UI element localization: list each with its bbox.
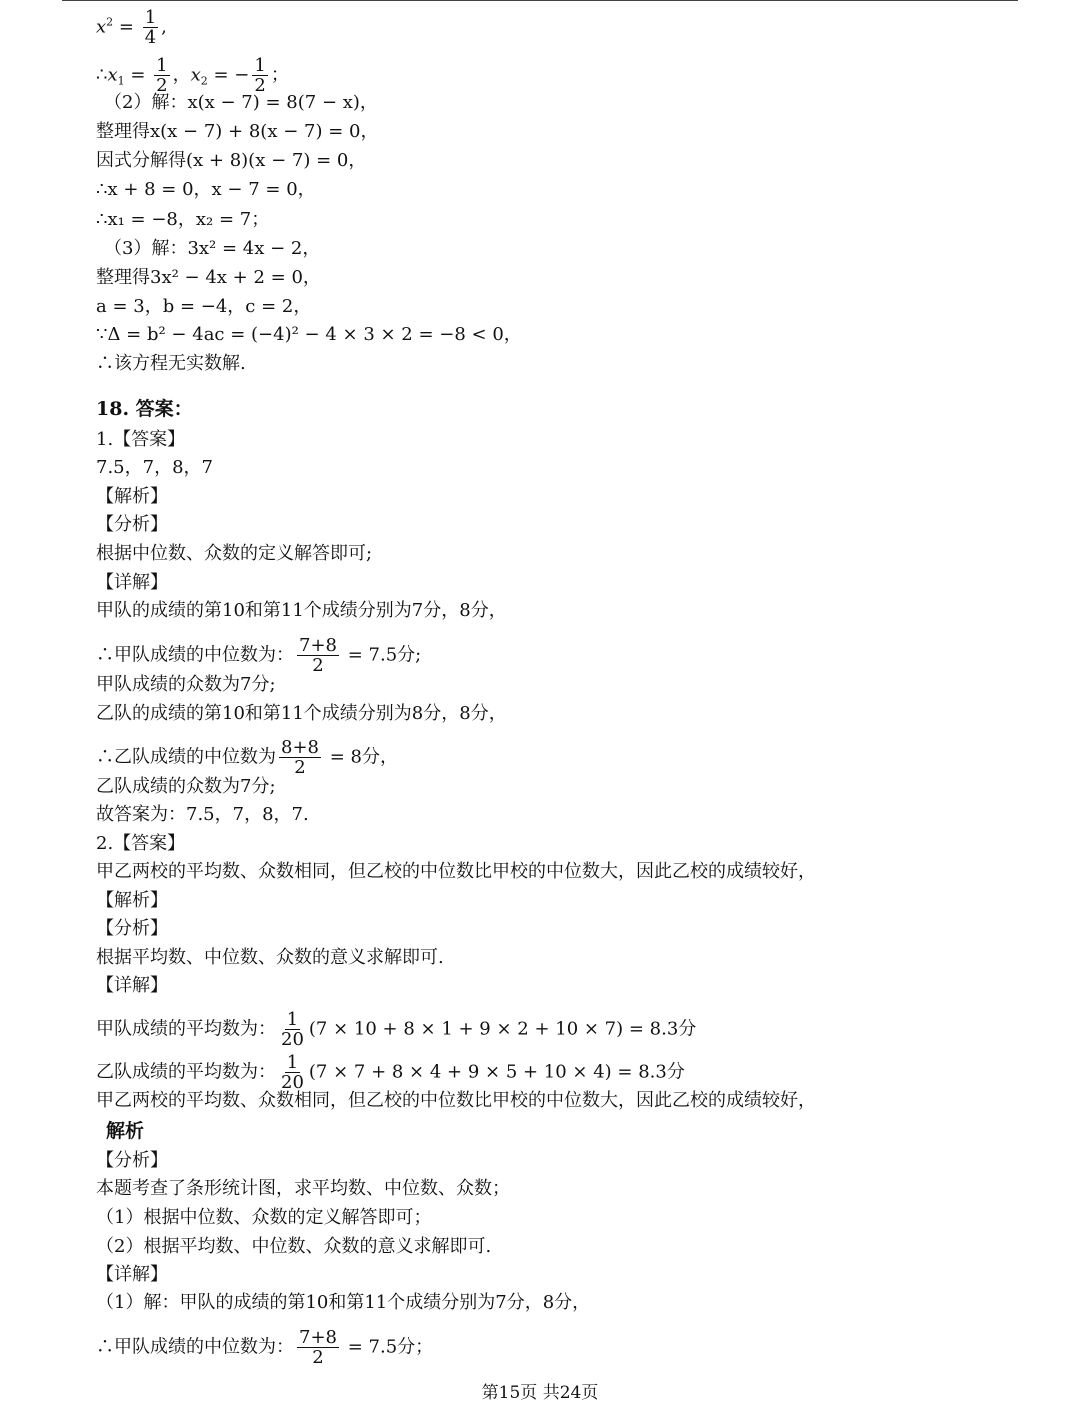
answer-label: 1.【答案】 <box>96 429 186 450</box>
top-rule <box>62 0 1018 1</box>
answer-label: 2.【答案】 <box>96 833 186 854</box>
answer-values: 7.5，7，8，7 <box>96 457 213 478</box>
section-label: 【解析】 <box>96 890 168 911</box>
answer-text: 甲乙两校的平均数、众数相同，但乙校的中位数比甲校的中位数大，因此乙校的成绩较好， <box>96 1090 816 1111</box>
median-line: ∴甲队成绩的中位数为： $\frac{7+8}{2}$ = 7.5分； <box>96 1327 434 1368</box>
mean-line: 乙队成绩的平均数为： $\frac{1}{20}$ (7 × 7 + 8 × 4 + 9 × 5 + 10 × 4) = 8.3分 <box>96 1052 685 1093</box>
equation-line: $\therefore x_1$ = $\frac{1}{2}$ ，$x_2$ = − $\frac{1}{2}$ ； <box>96 55 289 96</box>
section-label: 【分析】 <box>96 514 168 535</box>
section-label: 【详解】 <box>96 1264 168 1285</box>
answer-text: 甲乙两校的平均数、众数相同，但乙校的中位数比甲校的中位数大，因此乙校的成绩较好， <box>96 861 816 882</box>
equation-line: ∴x + 8 = 0，x − 7 = 0， <box>96 179 316 200</box>
body-text: 根据中位数、众数的定义解答即可; <box>96 543 373 564</box>
median-line: ∴乙队成绩的中位数为 $\frac{8+8}{2}$ = 8分， <box>96 737 398 778</box>
body-text: 甲队成绩的众数为7分; <box>96 674 276 695</box>
body-text: （1）解：甲队的成绩的第10和第11个成绩分别为7分，8分， <box>96 1292 591 1313</box>
section-label: 【分析】 <box>96 1150 168 1171</box>
mean-line: 甲队成绩的平均数为： $\frac{1}{20}$ (7 × 10 + 8 × 1 + 9 × 2 + 10 × 7) = 8.3分 <box>96 1009 697 1050</box>
body-text: 故答案为：7.5，7，8，7. <box>96 804 309 825</box>
equation-line: ∵Δ = b² − 4ac = (−4)² − 4 × 3 × 2 = −8 < 0， <box>96 324 522 345</box>
question-heading: 18. 答案： <box>96 398 193 420</box>
equation-line: （2）解：x(x − 7) = 8(7 − x)， <box>104 92 378 113</box>
body-text: （2）根据平均数、中位数、众数的意义求解即可. <box>96 1236 492 1257</box>
body-text: 甲队的成绩的第10和第11个成绩分别为7分，8分， <box>96 600 507 621</box>
body-text: 本题考查了条形统计图，求平均数、中位数、众数； <box>96 1178 510 1199</box>
body-text: （1）根据中位数、众数的定义解答即可； <box>96 1207 432 1228</box>
conclusion-line: ∴该方程无实数解. <box>96 353 246 374</box>
median-line: ∴甲队成绩的中位数为： $\frac{7+8}{2}$ = 7.5分; <box>96 635 422 676</box>
page-footer: 第15页 共24页 <box>481 1383 599 1403</box>
body-text: 乙队成绩的众数为7分; <box>96 776 276 797</box>
body-text: 根据平均数、中位数、众数的意义求解即可. <box>96 947 444 968</box>
body-text: 乙队的成绩的第10和第11个成绩分别为8分，8分， <box>96 703 507 724</box>
equation-line: a = 3，b = −4，c = 2， <box>96 296 312 317</box>
analysis-heading: 解析 <box>106 1120 145 1142</box>
equation-line: 因式分解得(x + 8)(x − 7) = 0， <box>96 150 367 171</box>
section-label: 【详解】 <box>96 572 168 593</box>
equation-line: ∴x₁ = −8，x₂ = 7； <box>96 209 270 230</box>
section-label: 【详解】 <box>96 975 168 996</box>
equation-line: $x^2$ = $\frac{1}{4}$ , <box>96 7 167 48</box>
equation-line: 整理得3x² − 4x + 2 = 0， <box>96 267 321 288</box>
equation-line: （3）解：3x² = 4x − 2， <box>104 238 321 259</box>
equation-line: 整理得x(x − 7) + 8(x − 7) = 0， <box>96 121 379 142</box>
section-label: 【分析】 <box>96 918 168 939</box>
section-label: 【解析】 <box>96 486 168 507</box>
